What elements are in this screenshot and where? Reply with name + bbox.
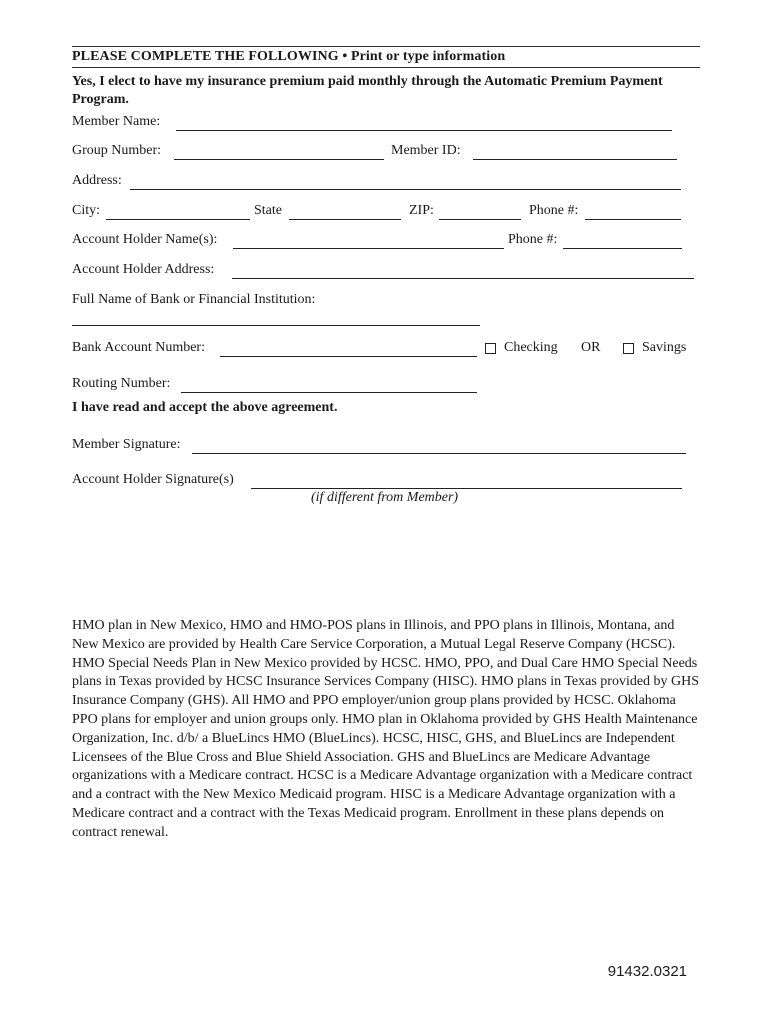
member-id-label: Member ID:: [391, 143, 461, 158]
member-signature-field[interactable]: [192, 453, 686, 454]
form-page: [72, 0, 700, 1024]
agreement-statement: I have read and accept the above agreement.: [72, 400, 338, 415]
member-id-field[interactable]: [473, 159, 677, 160]
account-holder-signature-label: Account Holder Signature(s): [72, 472, 234, 487]
form-header: PLEASE COMPLETE THE FOLLOWING • Print or type information: [72, 49, 506, 64]
bank-account-label: Bank Account Number:: [72, 340, 205, 355]
state-label: State: [254, 203, 282, 218]
account-holder-phone-field[interactable]: [563, 248, 682, 249]
header-rule: [72, 67, 700, 68]
top-rule: [72, 46, 700, 47]
routing-field[interactable]: [181, 392, 477, 393]
group-number-field[interactable]: [174, 159, 384, 160]
zip-label: ZIP:: [409, 203, 434, 218]
zip-field[interactable]: [439, 219, 521, 220]
city-field[interactable]: [106, 219, 250, 220]
phone-label: Phone #:: [529, 203, 579, 218]
election-statement: Yes, I elect to have my insurance premium paid monthly through the Automatic Premium Payment Program.: [72, 74, 663, 107]
account-holder-address-label: Account Holder Address:: [72, 262, 215, 277]
account-holder-names-field[interactable]: [233, 248, 504, 249]
routing-label: Routing Number:: [72, 376, 171, 391]
disclaimer-paragraph: HMO plan in New Mexico, HMO and HMO-POS plans in Illinois, and PPO plans in Illinois, Montana, and New Mexico are provided by Health Care Service Corporation, a Mutual Legal Reserve Company (HCSC). HMO Special Needs Plan in New Mexico provided by HCSC. HMO, PPO, and Dual Care HMO Special Needs plans in Texas provided by HCSC Insurance Services Company (HISC). HMO plans in Texas provided by GHS Insurance Company (GHS). All HMO and PPO employer/union group plans provided by HCSC. Oklahoma PPO plans for employer and union groups only. HMO plan in Oklahoma provided by GHS Health Maintenance Organization, Inc. d/b/ a BlueLincs HMO (BlueLincs). HCSC, HISC, GHS, and BlueLincs are Independent Licensees of the Blue Cross and Blue Shield Association. GHS and BlueLincs are Medicare Advantage organizations with a Medicare contract. HCSC is a Medicare Advantage organization with a Medicare contract and a contract with the New Mexico Medicaid program. HISC is a Medicare Advantage organization with a Medicare contract and a contract with the Texas Medicaid program. Enrollment in these plans depends on contract renewal.: [72, 618, 700, 840]
member-name-label: Member Name:: [72, 114, 161, 129]
city-label: City:: [72, 203, 101, 218]
savings-label: Savings: [642, 340, 687, 355]
account-holder-address-field[interactable]: [232, 278, 694, 279]
bank-name-label: Full Name of Bank or Financial Institution:: [72, 292, 316, 307]
address-field[interactable]: [130, 189, 681, 190]
savings-checkbox[interactable]: [623, 343, 634, 354]
form-code: 91432.0321: [607, 963, 687, 980]
member-name-field[interactable]: [176, 130, 672, 131]
account-holder-signature-field[interactable]: [251, 488, 682, 489]
if-different-note: (if different from Member): [311, 490, 459, 505]
bank-account-field[interactable]: [220, 356, 477, 357]
checking-checkbox[interactable]: [485, 343, 496, 354]
phone-field[interactable]: [585, 219, 681, 220]
checking-label: Checking: [504, 340, 558, 355]
address-label: Address:: [72, 173, 122, 188]
or-label: OR: [581, 340, 601, 355]
state-field[interactable]: [289, 219, 401, 220]
account-holder-phone-label: Phone #:: [508, 232, 558, 247]
member-signature-label: Member Signature:: [72, 437, 181, 452]
bank-name-field[interactable]: [72, 325, 480, 326]
account-holder-names-label: Account Holder Name(s):: [72, 232, 218, 247]
group-number-label: Group Number:: [72, 143, 162, 158]
